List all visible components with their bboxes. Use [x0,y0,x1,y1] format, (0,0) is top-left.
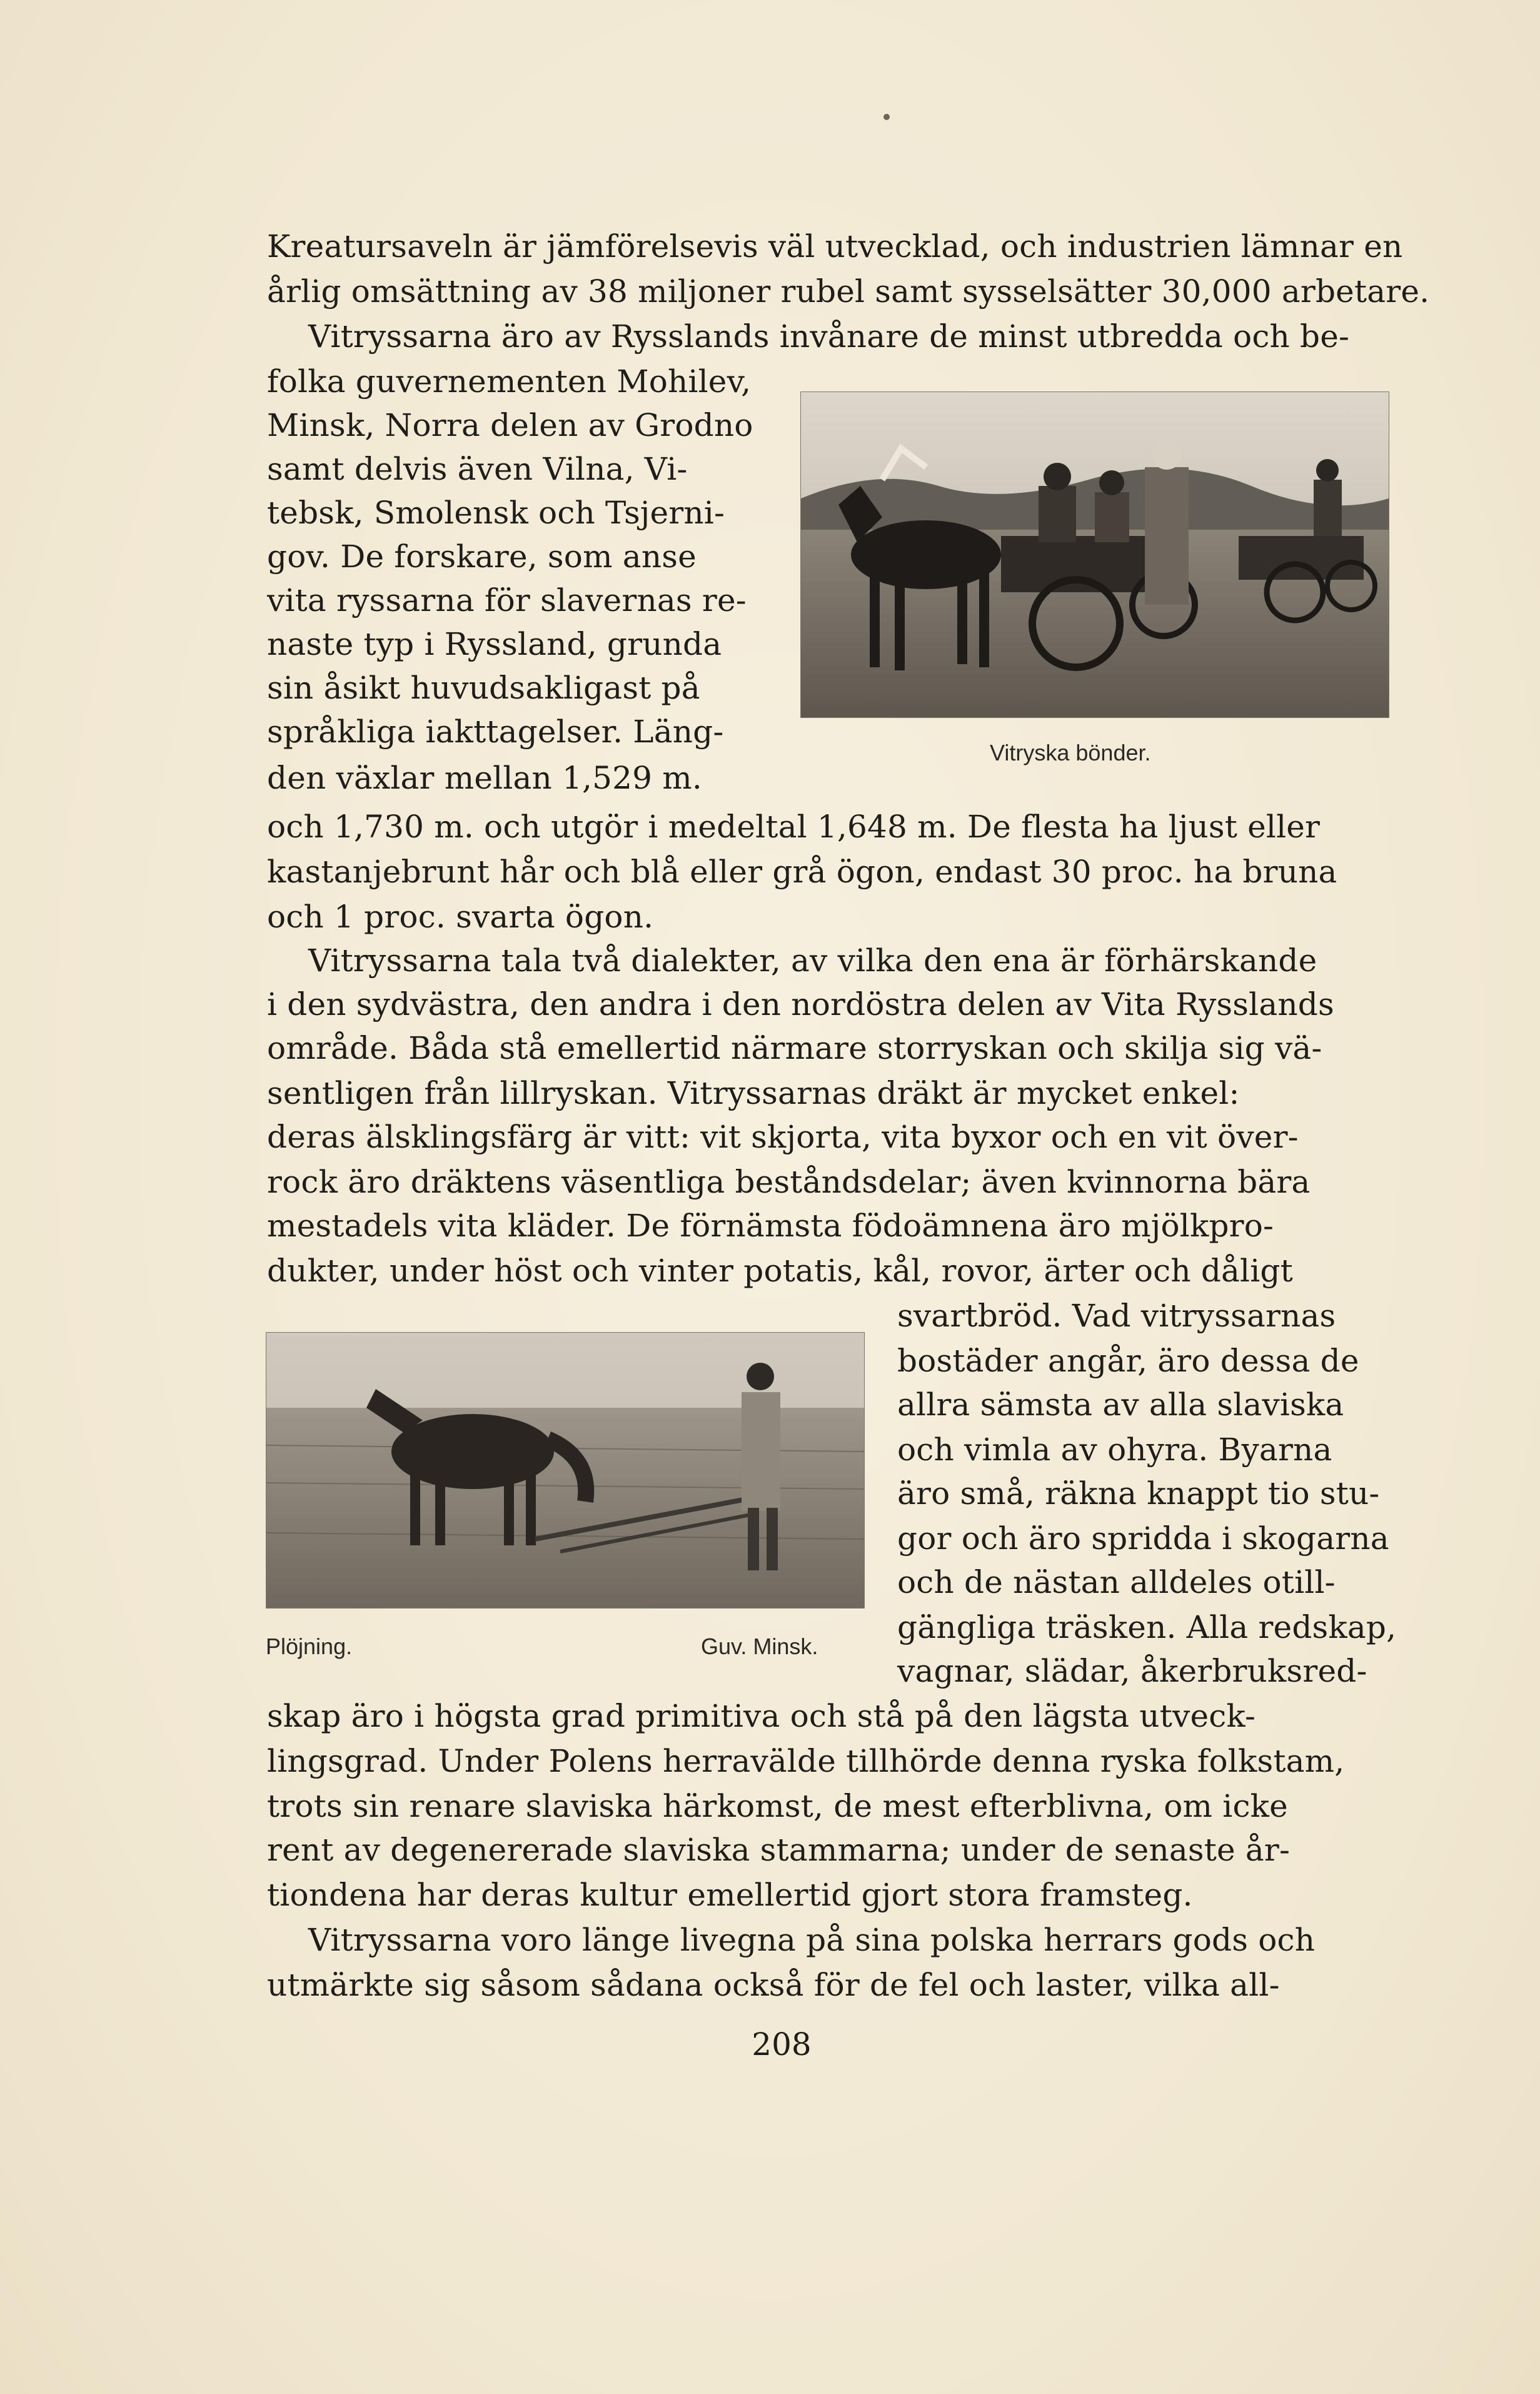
text-line: deras älsklingsfärg är vitt: vit skjorta, vita byxor och en vit över- [267,1119,1299,1155]
text-line: lingsgrad. Under Polens herravälde tillhörde denna ryska folkstam, [267,1743,1345,1779]
ploughing-illustration [266,1333,864,1608]
print-speck [883,114,890,120]
text-line: sin åsikt huvudsakligast på [267,670,700,706]
text-line: skap äro i högsta grad primitiva och stå på den lägsta utveck- [267,1698,1256,1734]
text-line: i den sydvästra, den andra i den nordöstra delen av Vita Rysslands [267,986,1334,1023]
photo-belarusian-peasants [800,391,1389,718]
text-line: tiondena har deras kultur emellertid gjort stora framsteg. [267,1877,1193,1913]
text-line: Kreatursaveln är jämförelsevis väl utvecklad, och industrien lämnar en [267,228,1403,265]
text-line: språkliga iakttagelser. Läng- [267,714,724,750]
photo-ploughing [266,1332,865,1609]
text-line: allra sämsta av alla slaviska [897,1386,1344,1423]
text-line: vagnar, slädar, åkerbruksred- [897,1653,1367,1689]
text-line: och 1 proc. svarta ögon. [267,899,654,935]
text-line: sentligen från lillryskan. Vitryssarnas dräkt är mycket enkel: [267,1075,1240,1111]
caption-bottom-photo-left: Plöjning. [266,1634,353,1659]
text-line: gov. De forskare, som anse [267,538,697,575]
text-line: årlig omsättning av 38 miljoner rubel samt sysselsätter 30,000 arbetare. [267,273,1430,310]
text-line: gängliga träsken. Alla redskap, [897,1609,1397,1645]
text-line: Vitryssarna voro länge livegna på sina polska herrars gods och [308,1922,1316,1958]
text-line: mestadels vita kläder. De förnämsta födoämnena äro mjölkpro- [267,1208,1274,1244]
text-line: kastanjebrunt hår och blå eller grå ögon, endast 30 proc. ha bruna [267,854,1337,890]
text-line: Vitryssarna äro av Rysslands invånare de minst utbredda och be- [308,318,1350,355]
text-line: och de nästan alldeles otill- [897,1564,1336,1600]
text-line: den växlar mellan 1,529 m. [267,760,702,796]
text-line: rock äro dräktens väsentliga beståndsdelar; även kvinnorna bära [267,1164,1311,1200]
text-line: bostäder angår, äro dessa de [897,1343,1359,1379]
text-line: tebsk, Smolensk och Tsjerni- [267,495,725,531]
text-line: gor och äro spridda i skogarna [897,1520,1389,1557]
text-line: vita ryssarna för slavernas re- [267,582,747,619]
text-line: rent av degenererade slaviska stammarna; under de senaste år- [267,1832,1291,1868]
text-line: samt delvis även Vilna, Vi- [267,451,688,487]
text-line: äro små, räkna knappt tio stu- [897,1475,1380,1512]
caption-top-photo: Vitryska bönder. [990,740,1151,765]
page-number: 208 [752,2026,812,2063]
text-line: dukter, under höst och vinter potatis, kål, rovor, ärter och dåligt [267,1253,1293,1289]
text-line: Minsk, Norra delen av Grodno [267,407,753,443]
text-line: och 1,730 m. och utgör i medeltal 1,648 m. De flesta ha ljust eller [267,809,1321,845]
text-line: folka guvernementen Mohilev, [267,363,752,400]
caption-bottom-photo-right: Guv. Minsk. [701,1634,818,1659]
text-line: och vimla av ohyra. Byarna [897,1432,1332,1468]
peasants-cart-illustration [801,392,1389,717]
text-line: trots sin renare slaviska härkomst, de mest efterblivna, om icke [267,1788,1288,1824]
text-line: naste typ i Ryssland, grunda [267,626,722,662]
text-line: svartbröd. Vad vitryssarnas [897,1298,1336,1334]
text-line: Vitryssarna tala två dialekter, av vilka den ena är förhärskande [308,942,1317,979]
text-line: område. Båda stå emellertid närmare storryskan och skilja sig vä- [267,1030,1322,1066]
text-line: utmärkte sig såsom sådana också för de fel och laster, vilka all- [267,1967,1280,2003]
